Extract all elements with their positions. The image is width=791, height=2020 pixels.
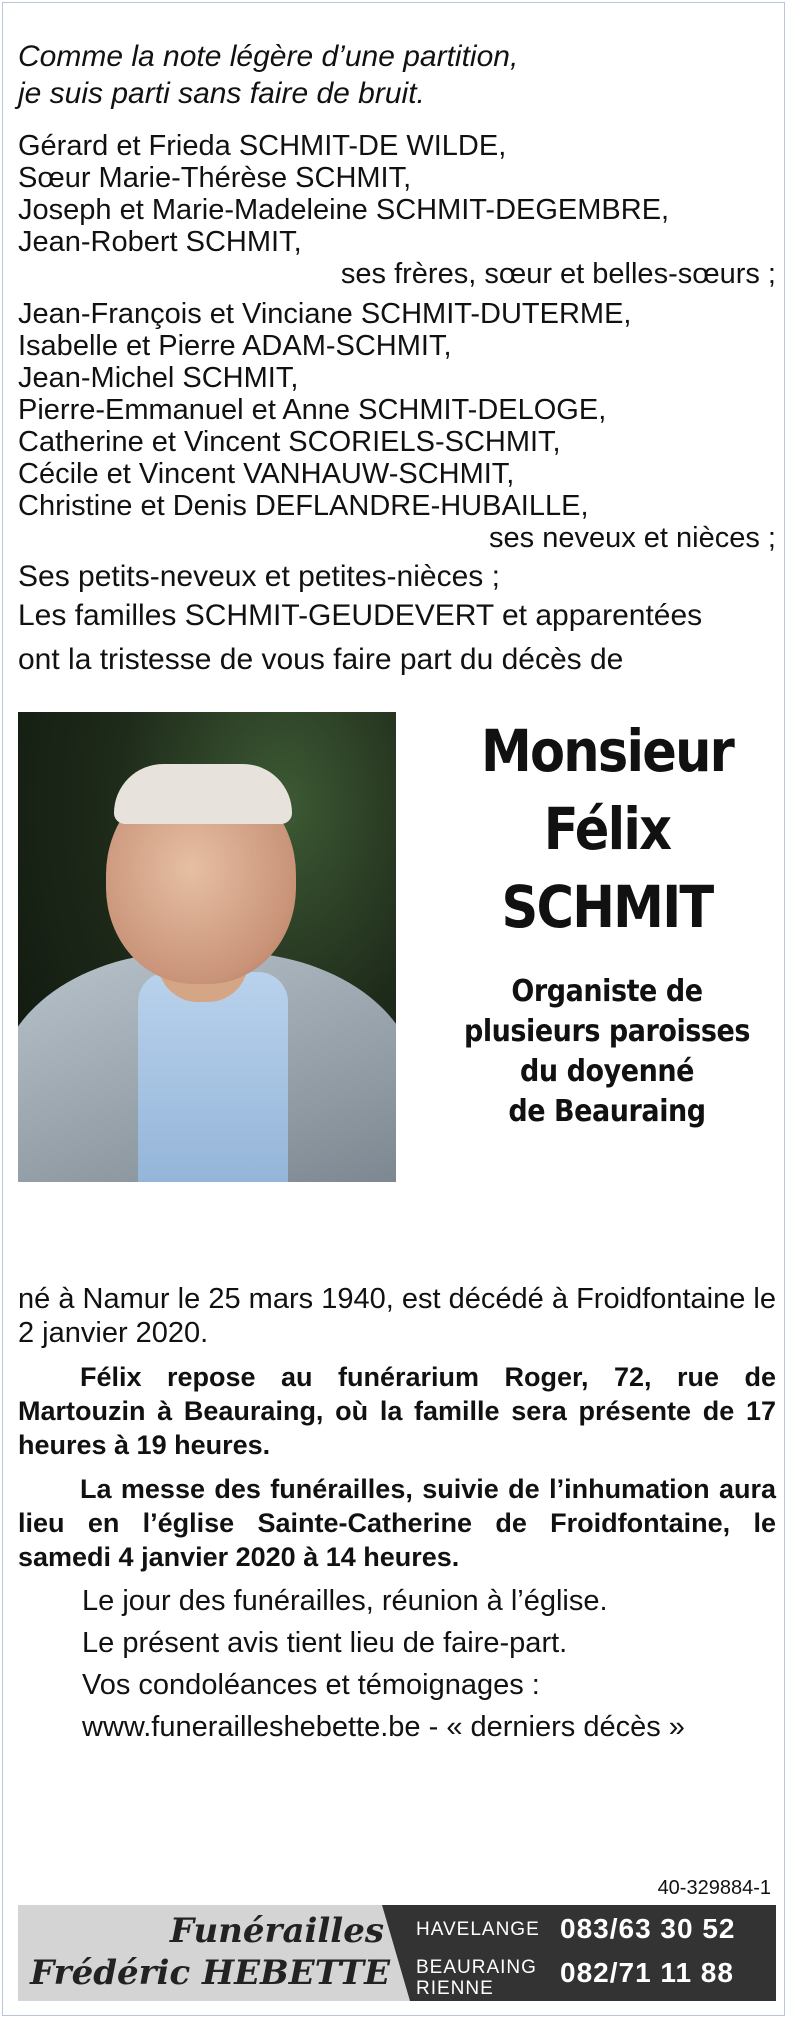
phone-beauraing[interactable]: 082/71 11 88: [560, 1957, 734, 1988]
funeral-home-banner: [18, 1905, 776, 2001]
deceased-name-block: [438, 712, 776, 1132]
role-line: Organiste de: [511, 974, 703, 1009]
funerarium-text: Félix repose au funérarium Roger, 72, rue de Martouzin à Beauraing, où la famille sera présente de 17 heures à 19 heures.: [18, 1362, 776, 1460]
deceased-last-name: SCHMIT: [501, 873, 713, 941]
closing-line: Le présent avis tient lieu de faire-part.: [82, 1627, 568, 1659]
closing-lines: [82, 1580, 776, 1748]
notice-body: [18, 1282, 776, 1748]
nephew-line: Jean-Michel SCHMIT,: [18, 362, 299, 394]
nephews-list: [18, 298, 776, 554]
brand-line-1: Funérailles: [169, 1911, 384, 1951]
nephew-line: Catherine et Vincent SCORIELS-SCHMIT,: [18, 426, 561, 458]
sibling-line: Joseph et Marie-Madeleine SCHMIT-DEGEMBRE,: [18, 194, 670, 226]
birth-death-text: né à Namur le 25 mars 1940, est décédé à Froidfontaine le 2 janvier 2020.: [18, 1283, 776, 1349]
role-line: de Beauraing: [508, 1094, 706, 1129]
nephews-caption: ses neveux et nièces ;: [489, 522, 776, 554]
reference-number: 40-329884-1: [657, 1877, 771, 1899]
phone-havelange[interactable]: 083/63 30 52: [560, 1913, 736, 1944]
announcement-line: ont la tristesse de vous faire part du décès de: [18, 643, 624, 676]
obituary-notice: [18, 38, 776, 1748]
brand-line-2: Frédéric HEBETTE: [30, 1953, 390, 1993]
poem-line: Comme la note légère d’une partition,: [18, 40, 519, 73]
deceased-title: Monsieur: [480, 717, 734, 785]
families-line: Les familles SCHMIT-GEUDEVERT et apparentées: [18, 599, 703, 632]
location-beauraing: BEAURAING: [416, 1957, 537, 1978]
contact-panel: [410, 1905, 776, 2001]
mass-text: La messe des funérailles, suivie de l’inhumation aura lieu en l’église Sainte-Catherine de Froidfontaine, le samedi 4 janvier 2020 à 14 heures.: [18, 1474, 776, 1572]
deceased-photo: [18, 712, 396, 1182]
siblings-caption: ses frères, sœur et belles-sœurs ;: [340, 258, 776, 290]
nephew-line: Pierre-Emmanuel et Anne SCHMIT-DELOGE,: [18, 394, 607, 426]
role-line: plusieurs paroisses: [463, 1014, 751, 1049]
sibling-line: Sœur Marie-Thérèse SCHMIT,: [18, 162, 412, 194]
nephew-line: Christine et Denis DEFLANDRE-HUBAILLE,: [18, 490, 589, 522]
poem: [18, 38, 776, 112]
grand-nephews-line: Ses petits-neveux et petites-nièces ;: [18, 560, 500, 593]
website-link[interactable]: www.funerailleshebette.be - « derniers décès »: [82, 1711, 685, 1743]
closing-line: Le jour des funérailles, réunion à l’église.: [82, 1585, 608, 1617]
siblings-list: [18, 130, 776, 290]
nephew-line: Jean-François et Vinciane SCHMIT-DUTERME,: [18, 298, 632, 330]
funeral-home-brand: [18, 1905, 390, 2001]
deceased-first-name: Félix: [543, 795, 671, 863]
role-line: du doyenné: [519, 1054, 694, 1089]
nephew-line: Cécile et Vincent VANHAUW-SCHMIT,: [18, 458, 515, 490]
sibling-line: Jean-Robert SCHMIT,: [18, 226, 302, 258]
nephew-line: Isabelle et Pierre ADAM-SCHMIT,: [18, 330, 452, 362]
location-havelange: HAVELANGE: [416, 1919, 540, 1940]
deceased-role: [455, 972, 759, 1132]
deceased-section: [18, 712, 776, 1232]
location-rienne: RIENNE: [416, 1978, 494, 1999]
closing-line: Vos condoléances et témoignages :: [82, 1669, 540, 1701]
poem-line: je suis parti sans faire de bruit.: [18, 77, 425, 110]
sibling-line: Gérard et Frieda SCHMIT-DE WILDE,: [18, 130, 507, 162]
